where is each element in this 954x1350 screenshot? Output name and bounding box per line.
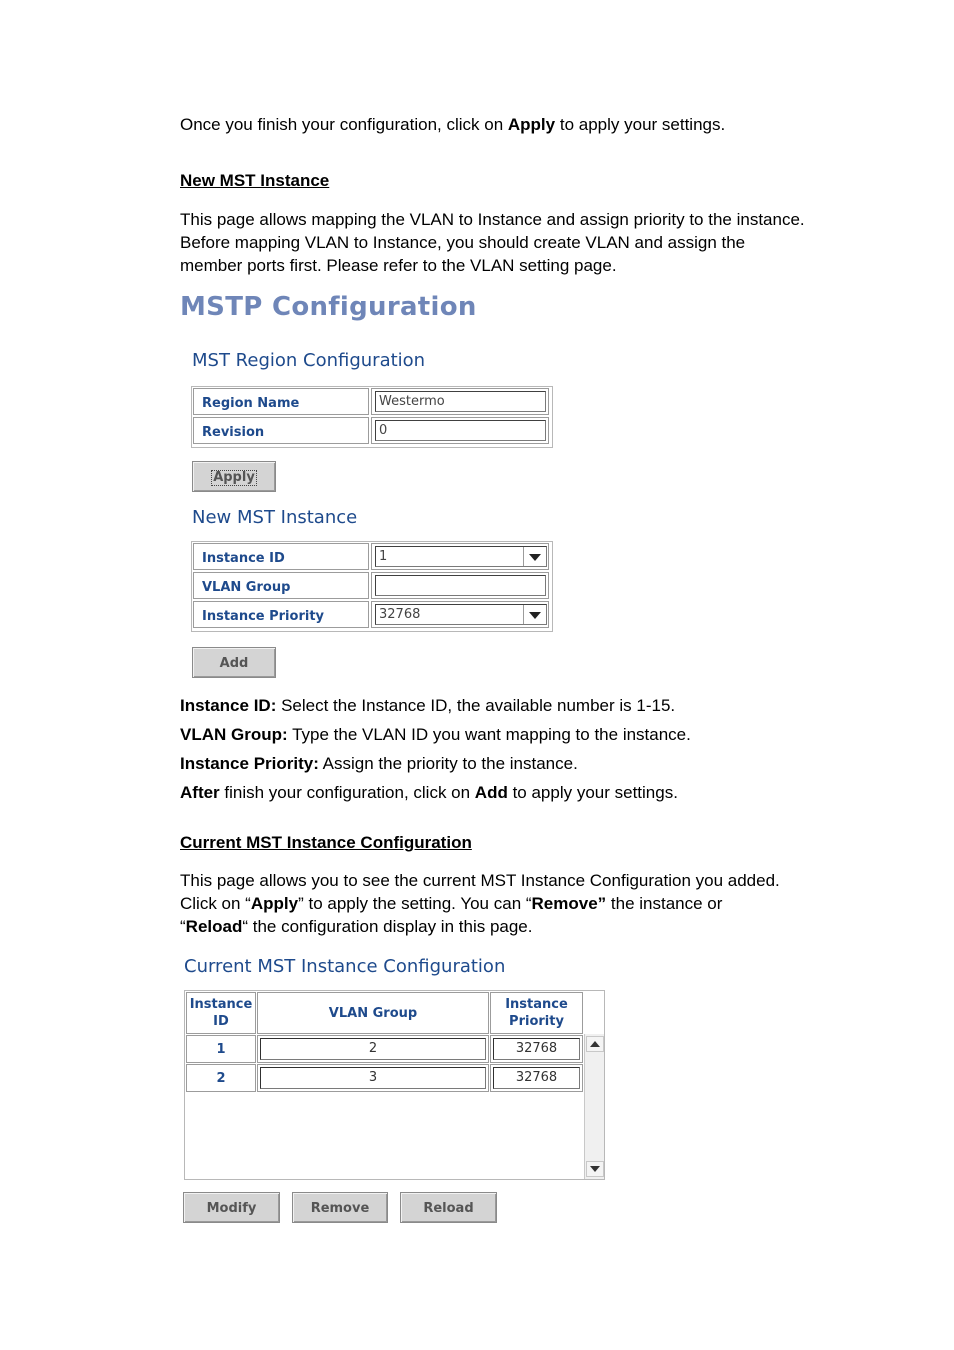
s2-l3-a: “ <box>180 917 186 936</box>
col-header-id-line1: Instance <box>189 997 253 1012</box>
desc-vlan-text: Type the VLAN ID you want mapping to the instance. <box>287 725 691 744</box>
row-priority-cell <box>490 1064 583 1092</box>
chevron-down-icon[interactable] <box>523 605 546 624</box>
desc-prio-text: Assign the priority to the instance. <box>318 754 578 773</box>
col-header-vlan-group: VLAN Group <box>257 992 489 1034</box>
region-name-input[interactable]: Westermo <box>375 391 546 412</box>
current-config-title: Current MST Instance Configuration <box>184 956 506 977</box>
reload-button[interactable]: Reload <box>400 1192 497 1223</box>
intro-text-end: to apply your settings. <box>555 115 726 134</box>
vlan-group-input[interactable] <box>375 575 546 596</box>
revision-cell <box>371 417 549 444</box>
apply-button-label: Apply <box>213 470 255 485</box>
desc-add-bold: Add <box>474 783 508 802</box>
desc-after-post: to apply your settings. <box>507 783 678 802</box>
section2-paragraph <box>180 869 780 938</box>
col-header-prio-line1: Instance <box>505 997 568 1012</box>
s2-l2-apply: Apply <box>250 894 299 913</box>
section1-line-2: Before mapping VLAN to Instance, you should create VLAN and assign the <box>180 233 746 252</box>
row-priority-input[interactable]: 32768 <box>493 1067 580 1089</box>
row-vlan-cell <box>257 1064 489 1092</box>
section2-line-2 <box>180 892 780 915</box>
s2-l2-e: the instance or <box>606 894 723 913</box>
revision-input[interactable]: 0 <box>375 420 546 441</box>
intro-apply-bold: Apply <box>507 115 556 134</box>
col-header-instance-id <box>186 992 256 1034</box>
region-form <box>191 386 553 448</box>
remove-button[interactable]: Remove <box>292 1192 388 1223</box>
s2-l2-c: ” to apply the setting. You can “ <box>298 894 532 913</box>
section-heading-new-mst: New MST Instance <box>180 171 330 190</box>
vlan-group-label: VLAN Group <box>193 572 369 599</box>
desc-id-bold: Instance ID: <box>180 696 277 715</box>
col-header-id-line2: ID <box>213 1014 229 1029</box>
new-instance-title: New MST Instance <box>192 507 358 528</box>
intro-text: Once you finish your configuration, click on <box>180 115 508 134</box>
section1-line-3: member ports first. Please refer to the VLAN setting page. <box>180 256 617 275</box>
modify-button[interactable]: Modify <box>183 1192 280 1223</box>
instance-priority-value: 32768 <box>379 607 421 622</box>
s2-l3-c: “ the configuration display in this page. <box>242 917 533 936</box>
row-vlan-cell <box>257 1035 489 1063</box>
row-instance-id: 1 <box>186 1035 256 1063</box>
col-header-prio-line2: Priority <box>509 1014 564 1029</box>
region-name-label: Region Name <box>193 388 369 415</box>
s2-l2-remove: Remove” <box>531 894 607 913</box>
section1-paragraph <box>180 208 805 277</box>
desc-vlan-bold: VLAN Group: <box>180 725 288 744</box>
instance-id-select[interactable] <box>375 546 547 567</box>
intro-paragraph <box>180 113 725 136</box>
vlan-group-cell <box>371 572 549 599</box>
desc-after <box>180 781 678 804</box>
table-scrollbar[interactable] <box>584 1034 604 1179</box>
revision-label: Revision <box>193 417 369 444</box>
new-instance-form <box>191 541 553 632</box>
section-heading-current-mst: Current MST Instance Configuration <box>180 833 472 852</box>
add-button[interactable]: Add <box>192 647 276 678</box>
desc-instance-id <box>180 694 675 717</box>
section1-line-1: This page allows mapping the VLAN to Instance and assign priority to the instance. <box>180 210 805 229</box>
section2-line-3 <box>180 915 780 938</box>
desc-instance-priority <box>180 752 578 775</box>
row-priority-input[interactable]: 32768 <box>493 1038 580 1060</box>
instance-id-cell <box>371 543 549 570</box>
chevron-down-icon[interactable] <box>523 547 546 566</box>
row-instance-id: 2 <box>186 1064 256 1092</box>
col-header-instance-priority <box>490 992 583 1034</box>
region-config-title: MST Region Configuration <box>192 350 426 371</box>
s2-l2-a: Click on “ <box>180 894 251 913</box>
instance-priority-cell <box>371 601 549 628</box>
instance-priority-select[interactable] <box>375 604 547 625</box>
region-name-cell <box>371 388 549 415</box>
current-instance-table <box>184 990 605 1180</box>
apply-button[interactable] <box>192 461 276 492</box>
section2-line-1: This page allows you to see the current MST Instance Configuration you added. <box>180 871 780 890</box>
scroll-up-icon[interactable] <box>586 1036 604 1052</box>
scroll-down-icon[interactable] <box>586 1161 604 1177</box>
row-vlan-input[interactable]: 3 <box>260 1067 486 1089</box>
instance-id-label: Instance ID <box>193 543 369 570</box>
desc-id-text: Select the Instance ID, the available number is 1-15. <box>276 696 676 715</box>
s2-l3-reload: Reload <box>185 917 243 936</box>
row-vlan-input[interactable]: 2 <box>260 1038 486 1060</box>
desc-after-bold: After <box>180 783 220 802</box>
instance-id-value: 1 <box>379 549 388 564</box>
desc-after-mid: finish your configuration, click on <box>219 783 475 802</box>
instance-priority-label: Instance Priority <box>193 601 369 628</box>
mstp-title: MSTP Configuration <box>180 292 477 322</box>
desc-vlan-group <box>180 723 691 746</box>
row-priority-cell <box>490 1035 583 1063</box>
desc-prio-bold: Instance Priority: <box>180 754 319 773</box>
